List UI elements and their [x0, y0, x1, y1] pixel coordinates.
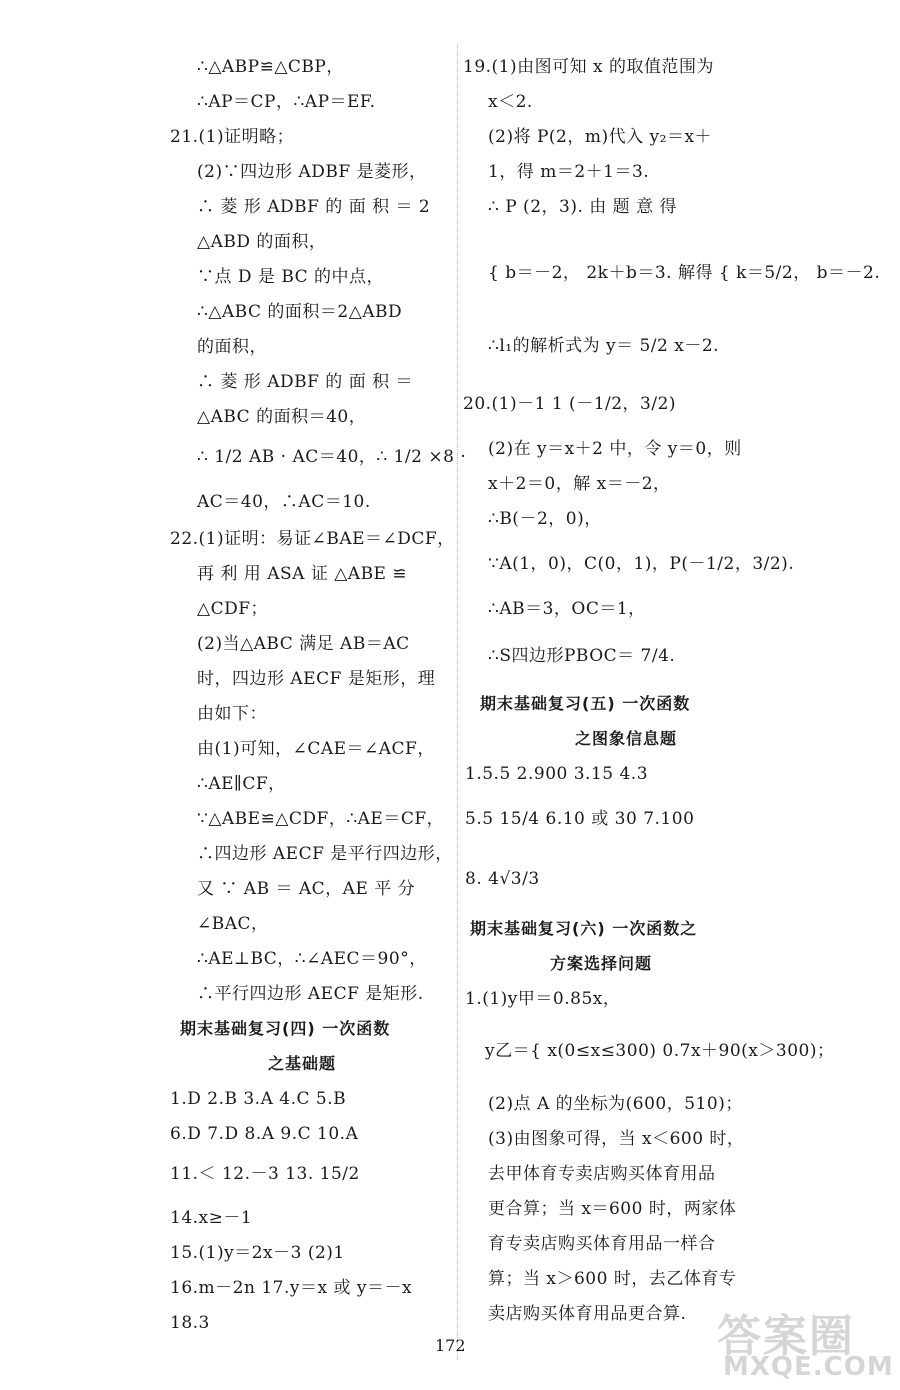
- answer-line: 5.5 15/4 6.10 或 30 7.100: [465, 809, 695, 829]
- text-line: (2)∵四边形 ADBF 是菱形，: [197, 162, 427, 182]
- section-heading: 期末基础复习(五) 一次函数: [480, 694, 691, 713]
- piecewise-function: y乙＝{ x(0≤x≤300) 0.7x＋90(x＞300)；: [485, 1041, 835, 1061]
- text-line: ∴平行四边形 AECF 是矩形.: [197, 984, 424, 1004]
- text-line: 由如下：: [197, 704, 267, 724]
- answer-line: 16.m－2n 17.y＝x 或 y＝－x: [170, 1278, 413, 1298]
- text-line: 去甲体育专卖店购买体育用品: [488, 1164, 716, 1184]
- text-line: 卖店购买体育用品更合算.: [488, 1304, 687, 1324]
- text-line: ∴AB＝3，OC＝1，: [488, 599, 646, 619]
- answer-line: 1.5.5 2.900 3.15 4.3: [465, 764, 649, 784]
- text-line: ∵点 D 是 BC 的中点，: [197, 267, 385, 287]
- text-line: 算；当 x＞600 时，去乙体育专: [488, 1269, 737, 1289]
- text-line: ∴四边形 AECF 是平行四边形，: [197, 844, 453, 864]
- text-line: (2)当△ABC 满足 AB＝AC: [197, 634, 410, 654]
- text-line: ∴l₁的解析式为 y＝ 5/2 x－2.: [488, 336, 720, 356]
- text-line: △CDF；: [197, 599, 269, 619]
- text-line: 再 利 用 ASA 证 △ABE ≌: [197, 564, 408, 584]
- column-divider: [457, 45, 458, 1360]
- watermark-logo: [705, 1300, 895, 1385]
- text-line: ∴ 菱 形 ADBF 的 面 积 ＝ 2: [197, 197, 431, 217]
- section-heading: 方案选择问题: [550, 954, 653, 973]
- text-line: ∴ 菱 形 ADBF 的 面 积 ＝: [197, 372, 414, 392]
- text-line: 育专卖店购买体育用品一样合: [488, 1234, 716, 1254]
- text-line: (2)将 P(2，m)代入 y₂＝x＋: [488, 127, 713, 147]
- section-heading: 之图象信息题: [575, 729, 678, 748]
- text-line: ∴AP＝CP，∴AP＝EF.: [197, 92, 376, 112]
- text-line: 时，四边形 AECF 是矩形，理: [197, 669, 436, 689]
- text-line: (2)点 A 的坐标为(600，510)；: [488, 1094, 743, 1114]
- text-line: 1，得 m＝2＋1＝3.: [488, 162, 650, 182]
- answer-line: 1.D 2.B 3.A 4.C 5.B: [170, 1089, 347, 1109]
- text-line: x＋2＝0，解 x＝－2，: [488, 474, 671, 494]
- text-line: (2)在 y＝x＋2 中，令 y＝0，则: [488, 439, 742, 459]
- section-heading: 期末基础复习(四) 一次函数: [180, 1019, 391, 1038]
- text-line: 更合算；当 x＝600 时，两家体: [488, 1199, 737, 1219]
- text-line: 22.(1)证明：易证∠BAE＝∠DCF，: [170, 529, 455, 549]
- text-line: ∴AE∥CF，: [197, 774, 286, 794]
- text-line: 19.(1)由图可知 x 的取值范围为: [463, 57, 715, 77]
- answer-line: 6.D 7.D 8.A 9.C 10.A: [170, 1124, 359, 1144]
- text-line: 21.(1)证明略；: [170, 127, 295, 147]
- text-line: ∴ P (2，3). 由 题 意 得: [488, 197, 677, 217]
- text-line: AC＝40，∴AC＝10.: [197, 492, 371, 512]
- text-line: ∠BAC，: [197, 914, 269, 934]
- text-line: ∴△ABP≌△CBP，: [197, 57, 344, 77]
- page-number: 172: [435, 1336, 466, 1355]
- text-line: 又 ∵ AB ＝ AC，AE 平 分: [197, 879, 416, 899]
- section-heading: 之基础题: [268, 1054, 337, 1073]
- answer-line: 11.＜ 12.－3 13. 15/2: [170, 1164, 360, 1184]
- text-line: ∴S四边形PBOC＝ 7/4.: [488, 646, 676, 666]
- text-line: 20.(1)－1 1 (－1/2，3/2): [463, 394, 677, 414]
- answer-line: 1.(1)y甲＝0.85x，: [465, 989, 621, 1009]
- answer-line: 15.(1)y＝2x－3 (2)1: [170, 1243, 345, 1263]
- answer-line: 18.3: [170, 1313, 210, 1333]
- section-heading: 期末基础复习(六) 一次函数之: [470, 919, 698, 938]
- text-line: x＜2.: [488, 92, 533, 112]
- text-line: △ABC 的面积＝40，: [197, 407, 367, 427]
- answer-line: 8. 4√3/3: [465, 869, 540, 889]
- answer-line: 14.x≥－1: [170, 1208, 253, 1228]
- watermark-url: MXQE.COM: [723, 1352, 894, 1382]
- text-line: ∴△ABC 的面积＝2△ABD: [197, 302, 403, 322]
- text-line: ∴B(－2，0)，: [488, 509, 602, 529]
- text-line: △ABD 的面积，: [197, 232, 327, 252]
- watermark-logo-text: 答案圈: [717, 1311, 855, 1362]
- text-line: ∴AE⊥BC，∴∠AEC＝90°，: [197, 949, 427, 969]
- text-line: ∵A(1，0)，C(0，1)，P(－1/2，3/2).: [488, 554, 795, 574]
- text-line: ∵△ABE≌△CDF，∴AE＝CF，: [197, 809, 445, 829]
- text-line: 由(1)可知，∠CAE＝∠ACF，: [197, 739, 435, 759]
- text-line: (3)由图象可得，当 x＜600 时，: [488, 1129, 745, 1149]
- text-line: ∴ 1/2 AB · AC＝40，∴ 1/2 ×8 ·: [197, 447, 467, 467]
- system-of-equations: { b＝－2， 2k＋b＝3. 解得 { k＝5/2， b＝－2.: [488, 263, 881, 283]
- text-line: 的面积，: [197, 337, 267, 357]
